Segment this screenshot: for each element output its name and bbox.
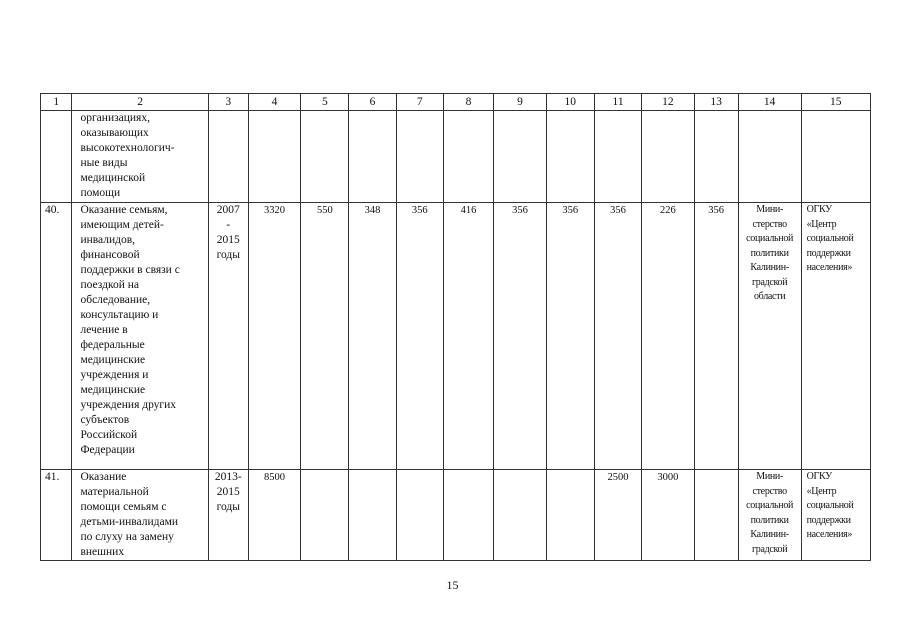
col-header: 6: [349, 94, 396, 111]
col-header: 7: [396, 94, 443, 111]
page-number: 15: [446, 578, 459, 592]
value-cell: 416: [443, 203, 493, 470]
value-cell: [443, 470, 493, 561]
value-cell: 3000: [642, 470, 694, 561]
col-header: 11: [594, 94, 641, 111]
budget-table: [40, 93, 871, 561]
value-cell: 356: [494, 203, 546, 470]
value-cell: [396, 470, 443, 561]
executor-cell: Мини- стерство социальной политики Калинин- градской: [738, 470, 801, 561]
value-cell: [494, 470, 546, 561]
value-cell: 8500: [248, 470, 300, 561]
value-cell: 356: [396, 203, 443, 470]
table-row-continuation: [41, 111, 871, 203]
period-cell: 2013- 2015 годы: [208, 470, 248, 561]
col-header: 2: [72, 94, 208, 111]
value-cell: [546, 470, 594, 561]
table-row-41: [41, 470, 871, 561]
row-number: 40.: [41, 203, 72, 470]
value-cell: [349, 470, 396, 561]
recipient-cell: ОГКУ «Центр социальной поддержки населения»: [801, 203, 870, 470]
value-cell: 356: [594, 203, 641, 470]
value-cell: 356: [694, 203, 738, 470]
executor-cell: Мини- стерство социальной политики Калинин- градской области: [738, 203, 801, 470]
value-cell: 226: [642, 203, 694, 470]
value-cell: 348: [349, 203, 396, 470]
col-header: 5: [301, 94, 349, 111]
recipient-cell: ОГКУ «Центр социальной поддержки населения»: [801, 470, 870, 561]
col-header: 3: [208, 94, 248, 111]
col-header: 8: [443, 94, 493, 111]
col-header: 1: [41, 94, 72, 111]
description-cell: организациях, оказывающих высокотехнологич- ные виды медицинской помощи: [72, 111, 208, 203]
col-header: 12: [642, 94, 694, 111]
value-cell: 3320: [248, 203, 300, 470]
col-header: 13: [694, 94, 738, 111]
table-row-40: [41, 203, 871, 470]
col-header: 15: [801, 94, 870, 111]
value-cell: [694, 470, 738, 561]
value-cell: 356: [546, 203, 594, 470]
value-cell: 2500: [594, 470, 641, 561]
col-header: 4: [248, 94, 300, 111]
col-header: 10: [546, 94, 594, 111]
value-cell: 550: [301, 203, 349, 470]
description-cell: Оказание материальной помощи семьям с детьми-инвалидами по слуху на замену внешних: [72, 470, 208, 561]
value-cell: [301, 470, 349, 561]
col-header: 14: [738, 94, 801, 111]
description-cell: Оказание семьям, имеющим детей- инвалидов, финансовой поддержки в связи с поездкой на обследование, консультацию и лечение в федеральные медицинские учреждения и медицинские учреждения других субъектов Российской Федерации: [72, 203, 208, 470]
col-header: 9: [494, 94, 546, 111]
column-numbers-row: [41, 94, 871, 111]
row-number: 41.: [41, 470, 72, 561]
period-cell: 2007 - 2015 годы: [208, 203, 248, 470]
